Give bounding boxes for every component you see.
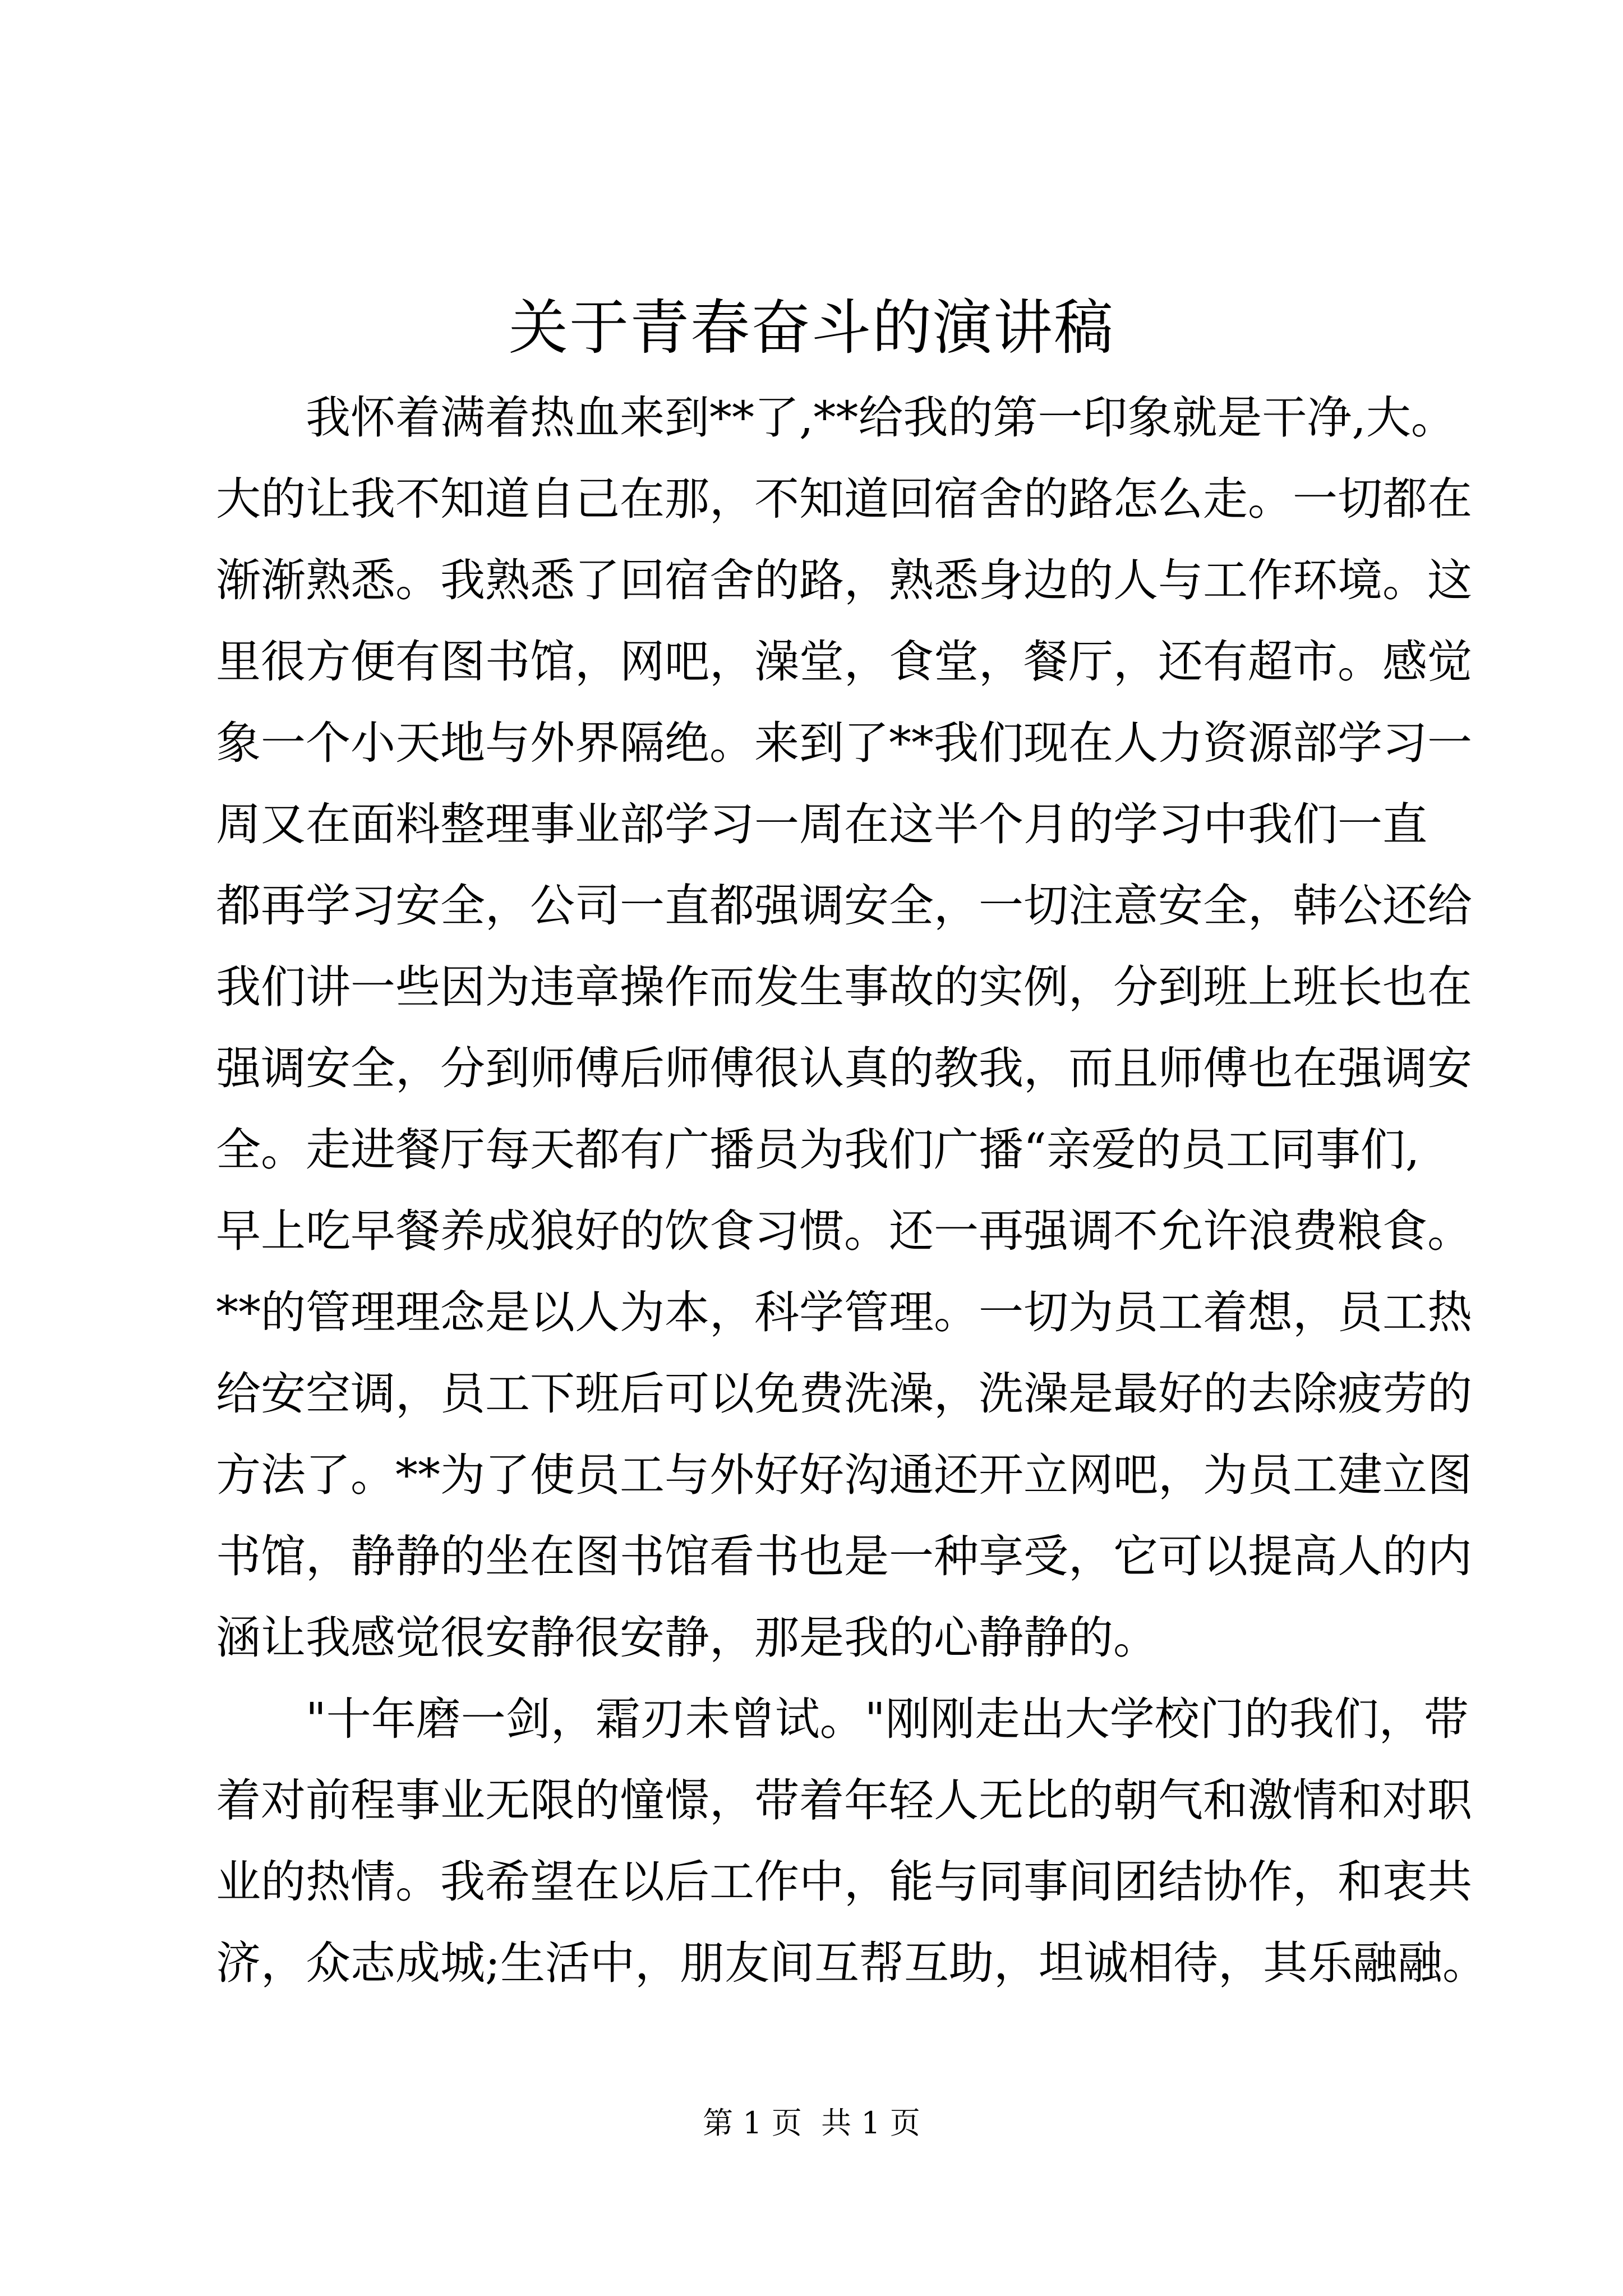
text-line: 强调安全，分到师傅后师傅很认真的教我，而且师傅也在强调安 (216, 1042, 1472, 1094)
document-title: 关于青春奋斗的演讲稿 (509, 293, 1114, 362)
text-line: 给安空调，员工下班后可以免费洗澡，洗澡是最好的去除疲劳的 (216, 1368, 1472, 1420)
text-line: 里很方便有图书馆，网吧，澡堂，食堂，餐厅，还有超市。感觉 (216, 636, 1472, 688)
text-line: "十年磨一剑，霜刃未曾试。"刚刚走出大学校门的我们，带 (306, 1693, 1469, 1745)
text-line: 书馆，静静的坐在图书馆看书也是一种享受，它可以提高人的内 (216, 1530, 1472, 1582)
page-number: 第 1 页 共 1 页 (703, 2105, 920, 2141)
text-line: 涵让我感觉很安静很安静，那是我的心静静的。 (216, 1612, 1158, 1664)
page-footer (0, 2101, 1623, 2146)
text-line: 都再学习安全，公司一直都强调安全，一切注意安全，韩公还给 (216, 880, 1472, 932)
text-line: 早上吃早餐养成狼好的饮食习惯。还一再强调不允许浪费粮食。 (216, 1205, 1472, 1257)
text-line: 象一个小天地与外界隔绝。来到了**我们现在人力资源部学习一 (216, 717, 1472, 769)
text-line: 济，众志成城;生活中，朋友间互帮互助，坦诚相待，其乐融融。 (216, 1937, 1487, 1989)
text-line: 渐渐熟悉。我熟悉了回宿舍的路，熟悉身边的人与工作环境。这 (216, 554, 1472, 606)
text-line: 我们讲一些因为违章操作而发生事故的实例，分到班上班长也在 (216, 961, 1472, 1013)
text-line: **的管理理念是以人为本，科学管理。一切为员工着想，员工热 (216, 1286, 1472, 1338)
text-line: 大的让我不知道自己在那，不知道回宿舍的路怎么走。一切都在 (216, 473, 1472, 525)
text-line: 方法了。**为了使员工与外好好沟通还开立网吧，为员工建立图 (216, 1449, 1472, 1501)
text-line: 我怀着满着热血来到**了,**给我的第一印象就是干净,大。 (306, 392, 1456, 444)
text-line: 着对前程事业无限的憧憬，带着年轻人无比的朝气和激情和对职 (216, 1774, 1472, 1826)
text-line: 全。走进餐厅每天都有广播员为我们广播“亲爱的员工同事们, (216, 1124, 1420, 1176)
text-line: 业的热情。我希望在以后工作中，能与同事间团结协作，和衷共 (216, 1856, 1472, 1908)
text-line: 周又在面料整理事业部学习一周在这半个月的学习中我们一直 (216, 798, 1427, 850)
